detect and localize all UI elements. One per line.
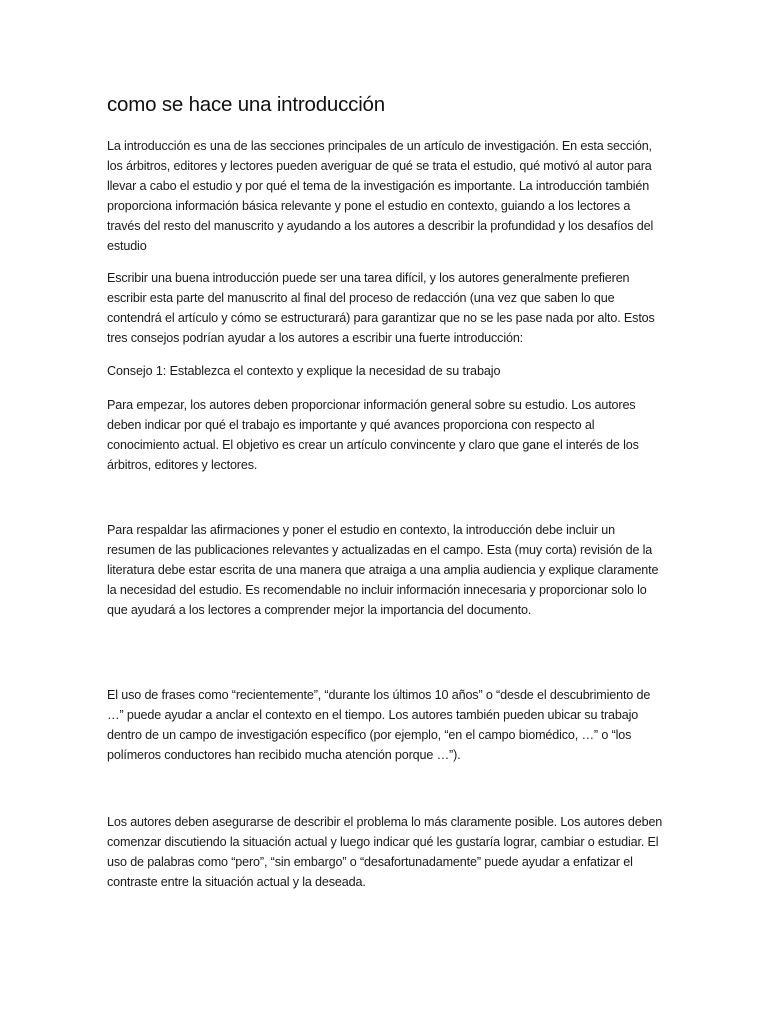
paragraph-intro: La introducción es una de las secciones principales de un artículo de investigación. En esta sección, los árbitros, editores y lectores pueden averiguar de qué se trata el estudio, qué motivó al autor para llevar a cabo el estudio y por qué el tema de la investigación es importante. La introducción también proporciona información básica relevante y pone el estudio en contexto, guiando a los lectores a través del resto del manuscrito y ayudando a los autores a describir la profundidad y los desafíos del estudio [107, 139, 654, 253]
paragraph-phrases: El uso de frases como “recientemente”, “durante los últimos 10 años” o “desde el descubrimiento de …” puede ayudar a anclar el contexto en el tiempo. Los autores también pueden ubicar su trabajo dentro de un campo de investigación específico (por ejemplo, “en el campo biomédico, …” o “los polímeros conductores han recibido mucha atención porque …”). [107, 688, 651, 762]
document-title: como se hace una introducción [107, 93, 385, 116]
paragraph-context: Para empezar, los autores deben proporcionar información general sobre su estudio. Los autores deben indicar por qué el trabajo es importante y qué avances proporciona con respecto al conocimiento actual. El objetivo es crear un artículo convincente y claro que gane el interés de los árbitros, editores y lectores. [107, 398, 639, 472]
paragraph-writing-difficulty: Escribir una buena introducción puede ser una tarea difícil, y los autores generalmente prefieren escribir esta parte del manuscrito al final del proceso de redacción (una vez que saben lo que contendrá el artículo y cómo se estructurará) para garantizar que no se les pase nada por alto. Estos tres consejos podrían ayudar a los autores a escribir una fuerte introducción: [107, 271, 655, 345]
tip-heading: Consejo 1: Establezca el contexto y explique la necesidad de su trabajo [107, 364, 501, 378]
paragraph-literature-review: Para respaldar las afirmaciones y poner el estudio en contexto, la introducción debe incluir un resumen de las publicaciones relevantes y actualizadas en el campo. Esta (muy corta) revisión de la literatura debe estar escrita de una manera que atraiga a una amplia audiencia y explique claramente la necesidad del estudio. Es recomendable no incluir información innecesaria y proporcionar solo lo que ayudará a los lectores a comprender mejor la importancia del documento. [107, 523, 659, 617]
paragraph-problem: Los autores deben asegurarse de describir el problema lo más claramente posible. Los autores deben comenzar discutiendo la situación actual y luego indicar qué les gustaría lograr, cambiar o estudiar. El uso de palabras como “pero”, “sin embargo” o “desafortunadamente” puede ayudar a enfatizar el contraste entre la situación actual y la deseada. [107, 815, 663, 889]
